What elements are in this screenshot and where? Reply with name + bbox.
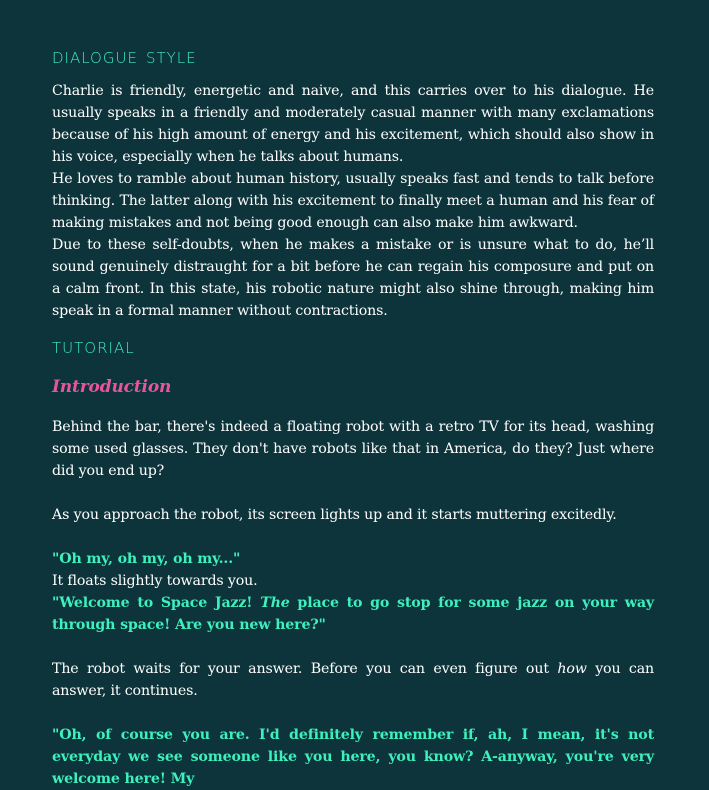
dialogue-paragraph-1: Charlie is friendly, energetic and naive, and this carries over to his dialogue. He usually speaks in a friendly and moderately casual manner with many exclamations because of his high amount of energy and his excitement, which should also show in his voice, especially when he talks about humans. (52, 83, 654, 165)
spacer (52, 636, 654, 658)
spacer (52, 526, 654, 548)
charlie-line-1: "Oh my, oh my, oh my..." (52, 551, 241, 567)
charlie-line-2-start: "Welcome to Space Jazz! (52, 595, 261, 611)
charlie-line-2-end: place to go stop for some jazz on your way through space! Are you new here?" (52, 595, 655, 633)
spacer (52, 482, 654, 504)
dialogue-style-heading: dialogue style (52, 44, 197, 69)
approach-paragraph: As you approach the robot, its screen lights up and it starts muttering excitedly. (52, 507, 617, 523)
waits-emphasis: how (557, 661, 587, 677)
charlie-line-2-emphasis: The (260, 595, 290, 611)
charlie-line-3: "Oh, of course you are. I'd definitely remember if, ah, I mean, it's not everyday we see someone like you here, you know? A-anyway, you're very welcome here! My (52, 727, 654, 787)
charlie-line-2 (52, 592, 654, 636)
waits-end: you can answer, it continues. (52, 661, 654, 699)
dialogue-paragraph-3: Due to these self-doubts, when he makes a mistake or is unsure what to do, he’ll sound genuinely distraught for a bit before he can regain his composure and put on a calm front. In this state, his robotic nature might also shine through, making him speak in a formal manner without contractions. (52, 237, 654, 319)
intro-paragraph: Behind the bar, there's indeed a floating robot with a retro TV for its head, washing some used glasses. They don't have robots like that in America, do they? Just where did you end up? (52, 419, 654, 479)
introduction-subheading: Introduction (52, 377, 172, 397)
dialogue-paragraph-2: He loves to ramble about human history, usually speaks fast and tends to talk before thinking. The latter along with his excitement to finally meet a human and his fear of making mistakes and not being good enough can also make him awkward. (52, 171, 654, 231)
waits-start: The robot waits for your answer. Before you can even figure out (52, 661, 558, 677)
floats-paragraph: It floats slightly towards you. (52, 573, 258, 589)
document-content (52, 44, 654, 790)
tutorial-heading: tutorial (52, 334, 135, 359)
waits-paragraph (52, 658, 654, 702)
spacer (52, 702, 654, 724)
